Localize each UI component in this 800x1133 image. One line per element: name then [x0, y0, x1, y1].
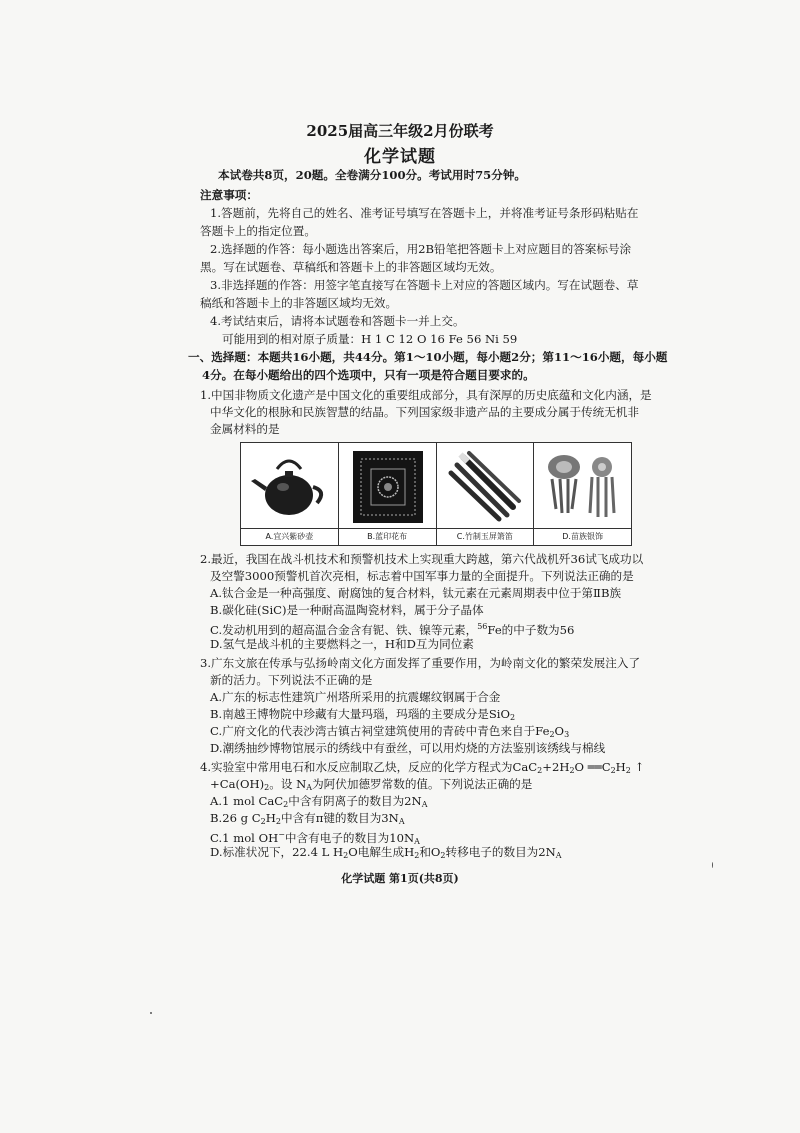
q3-stem: 新的活力。下列说法不正确的是 [210, 673, 373, 687]
figure-cell-b [339, 443, 437, 545]
q2-stem: 及空警3000预警机首次亮相，标志着中国军事力量的全面提升。下列说法正确的是 [210, 569, 634, 583]
note-line: 4.考试结束后，请将本试题卷和答题卡一并上交。 [210, 314, 465, 328]
q2-option-b: B.碳化硅(SiC)是一种耐高温陶瓷材料，属于分子晶体 [210, 603, 484, 617]
scan-speck [712, 862, 713, 868]
q4-option-c: C.1 mol OH−中含有电子的数目为$10N_A$ [210, 830, 420, 846]
q4-option-a: A.1 mol CaC$_2$中含有阴离子的数目为$2N_A$ [210, 794, 428, 809]
q1-stem: 金属材料的是 [210, 422, 280, 436]
subject-title: 化学试题 [364, 147, 436, 167]
caption-b: B.蓝印花布 [339, 528, 436, 545]
note-line: 2.选择题的作答：每小题选出答案后，用2B铅笔把答题卡上对应题目的答案标号涂 [210, 242, 632, 256]
note-line: 答题卡上的指定位置。 [200, 224, 316, 238]
q2-option-a: A.钛合金是一种高强度、耐腐蚀的复合材料，钛元素在元素周期表中位于第ⅡB族 [210, 586, 622, 600]
section-heading: 一、选择题：本题共16小题，共44分。第1～10小题，每小题2分；第11～16小题，每小题 [188, 350, 668, 364]
q3-option-b: B.南越王博物院中珍藏有大量玛瑙，玛瑙的主要成分是SiO$_2$ [210, 707, 516, 722]
q4-stem: 4.实验室中常用电石和水反应制取乙炔，反应的化学方程式为$CaC_2+2H_2O$ $══C_2H_2$ ↑ [200, 760, 645, 775]
caption-c: C.竹制玉屏箫笛 [437, 528, 534, 545]
q1-figure [240, 442, 632, 546]
note-line: 3.非选择题的作答：用签字笔直接写在答题卡上对应的答题区域内。写在试题卷、草 [210, 278, 639, 292]
note-line: 黑。写在试题卷、草稿纸和答题卡上的非答题区域均无效。 [200, 260, 502, 274]
flutes-image [443, 447, 528, 527]
q2-option-c: C.发动机用到的超高温合金含有铌、铁、镍等元素，$^{56}$Fe的中子数为56 [210, 622, 575, 637]
q3-option-d: D.潮绣抽纱博物馆展示的绣线中有蚕丝，可以用灼烧的方法鉴别该绣线与棉线 [210, 741, 606, 755]
q4-option-d: D.标准状况下，22.4 L $H_2O$电解生成$H_2$和$O_2$转移电子的数目为$2N_A$ [210, 845, 562, 860]
exam-title: 2025届高三年级2月份联考 [306, 122, 494, 140]
caption-d: D.苗族银饰 [534, 528, 631, 545]
q1-stem: 中华文化的根脉和民族智慧的结晶。下列国家级非遗产品的主要成分属于传统无机非 [210, 405, 639, 419]
page-footer: 化学试题 第1页(共8页) [341, 872, 459, 885]
scan-speck [150, 1012, 152, 1014]
figure-cell-a [241, 443, 339, 545]
q4-option-b: B.26 g $C_2H_2$中含有π键的数目为$3N_A$ [210, 811, 405, 826]
notes-heading: 注意事项： [200, 188, 258, 202]
q4-stem-cont: $+Ca(OH)_2$。设 $N_A$为阿伏加德罗常数的值。下列说法正确的是 [210, 777, 533, 792]
q2-stem: 2.最近，我国在战斗机技术和预警机技术上实现重大跨越，第六代战机歼36试飞成功以 [200, 552, 644, 566]
q3-option-c: C.广府文化的代表沙湾古镇古祠堂建筑使用的青砖中青色来自于$Fe_2O_3$ [210, 724, 570, 739]
silver-ornament-image [540, 447, 625, 527]
note-line: 稿纸和答题卡上的非答题区域均无效。 [200, 296, 398, 310]
q3-stem: 3.广东文旅在传承与弘扬岭南文化方面发挥了重要作用，为岭南文化的繁荣发展注入了 [200, 656, 641, 670]
figure-cell-d [534, 443, 631, 545]
caption-a: A.宜兴紫砂壶 [241, 528, 338, 545]
cloth-image [345, 447, 430, 527]
figure-cell-c [437, 443, 535, 545]
q3-option-a: A.广东的标志性建筑广州塔所采用的抗震螺纹钢属于合金 [210, 690, 501, 704]
atomic-masses: 可能用到的相对原子质量：H 1 C 12 O 16 Fe 56 Ni 59 [222, 332, 518, 346]
q2-option-d: D.氢气是战斗机的主要燃料之一，H和D互为同位素 [210, 637, 474, 651]
teapot-image [247, 447, 332, 527]
note-line: 1.答题前，先将自己的姓名、准考证号填写在答题卡上，并将准考证号条形码粘贴在 [210, 206, 639, 220]
exam-info: 本试卷共8页，20题。全卷满分100分。考试用时75分钟。 [218, 168, 527, 182]
q1-stem: 1.中国非物质文化遗产是中国文化的重要组成部分，具有深厚的历史底蕴和文化内涵，是 [200, 388, 652, 402]
section-heading-cont: 4分。在每小题给出的四个选项中，只有一项是符合题目要求的。 [202, 368, 535, 382]
